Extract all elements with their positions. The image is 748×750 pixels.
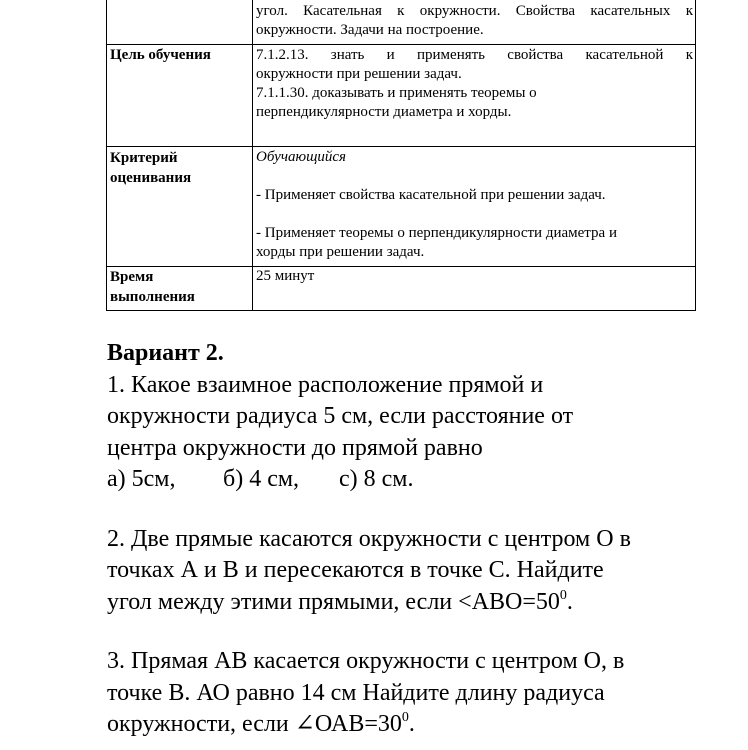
criteria-line: хорды при решении задач.	[256, 244, 425, 260]
table-row-topic	[107, 0, 696, 45]
task-3	[107, 646, 707, 741]
topic-label-cell	[107, 0, 253, 45]
criteria-line: - Применяет свойства касательной при решении задач.	[256, 187, 606, 203]
variant-section	[107, 338, 707, 741]
criteria-label-line: Критерий	[110, 150, 178, 166]
goal-value-cell	[253, 45, 696, 147]
learner-label: Обучающийся	[256, 149, 347, 165]
topic-line: угол. Касательная к окружности. Свойства касательных к	[256, 3, 693, 19]
criteria-line: - Применяет теоремы о перпендикулярности диаметра и	[256, 225, 617, 241]
task-3-end: .	[408, 711, 415, 737]
goal-line: перпендикулярности диаметра и хорды.	[256, 104, 512, 120]
criteria-label-line: оценивания	[110, 170, 192, 186]
time-label-line: Время	[110, 269, 154, 285]
option-b: б) 4 см,	[223, 466, 300, 492]
goal-line: окружности при решении задач.	[256, 66, 462, 82]
criteria-label-cell	[107, 147, 253, 267]
option-c: с) 8 см.	[339, 466, 414, 492]
topic-value-cell	[253, 0, 696, 45]
option-a: а) 5см,	[107, 466, 176, 492]
task-2	[107, 524, 707, 619]
time-label-cell	[107, 267, 253, 311]
task-2-last-line	[107, 587, 707, 619]
criteria-value-cell	[253, 147, 696, 267]
variant-title: Вариант 2.	[107, 340, 224, 366]
task-2-text: угол между этими прямыми, если <АВО=50	[107, 588, 560, 615]
time-value: 25 минут	[253, 267, 696, 311]
lesson-info-table	[106, 0, 696, 311]
degree-sup: 0	[559, 587, 567, 603]
table-row-criteria	[107, 147, 696, 267]
task-1-line: окружности радиуса 5 см, если расстояние от	[107, 403, 574, 429]
task-3-last-line	[107, 709, 707, 741]
goal-line: 7.1.1.30. доказывать и применять теоремы о	[256, 85, 537, 101]
topic-line: окружности. Задачи на построение.	[256, 22, 484, 38]
task-1-options	[107, 464, 707, 496]
goal-line: 7.1.2.13. знать и применять свойства касательной к	[256, 47, 693, 63]
table-row-goal	[107, 45, 696, 147]
task-3-line: 3. Прямая АВ касается окружности с центром О, в	[107, 648, 625, 674]
task-1-line: 1. Какое взаимное расположение прямой и	[107, 371, 544, 398]
task-3-line: точке В. АО равно 14 см Найдите длину радиуса	[107, 679, 605, 706]
task-2-line: точках А и В и пересекаются в точке С. Найдите	[107, 557, 604, 583]
time-label-line: выполнения	[110, 289, 195, 305]
degree-sup: 0	[401, 710, 409, 725]
table-row-time	[107, 267, 696, 311]
task-3-text: окружности, если ∠ОАВ=30	[107, 711, 402, 737]
task-1	[107, 370, 707, 496]
task-2-line: 2. Две прямые касаются окружности с центром О в	[107, 525, 631, 552]
task-1-line: центра окружности до прямой равно	[107, 434, 483, 461]
goal-label: Цель обучения	[107, 45, 253, 147]
task-2-end: .	[566, 588, 573, 615]
